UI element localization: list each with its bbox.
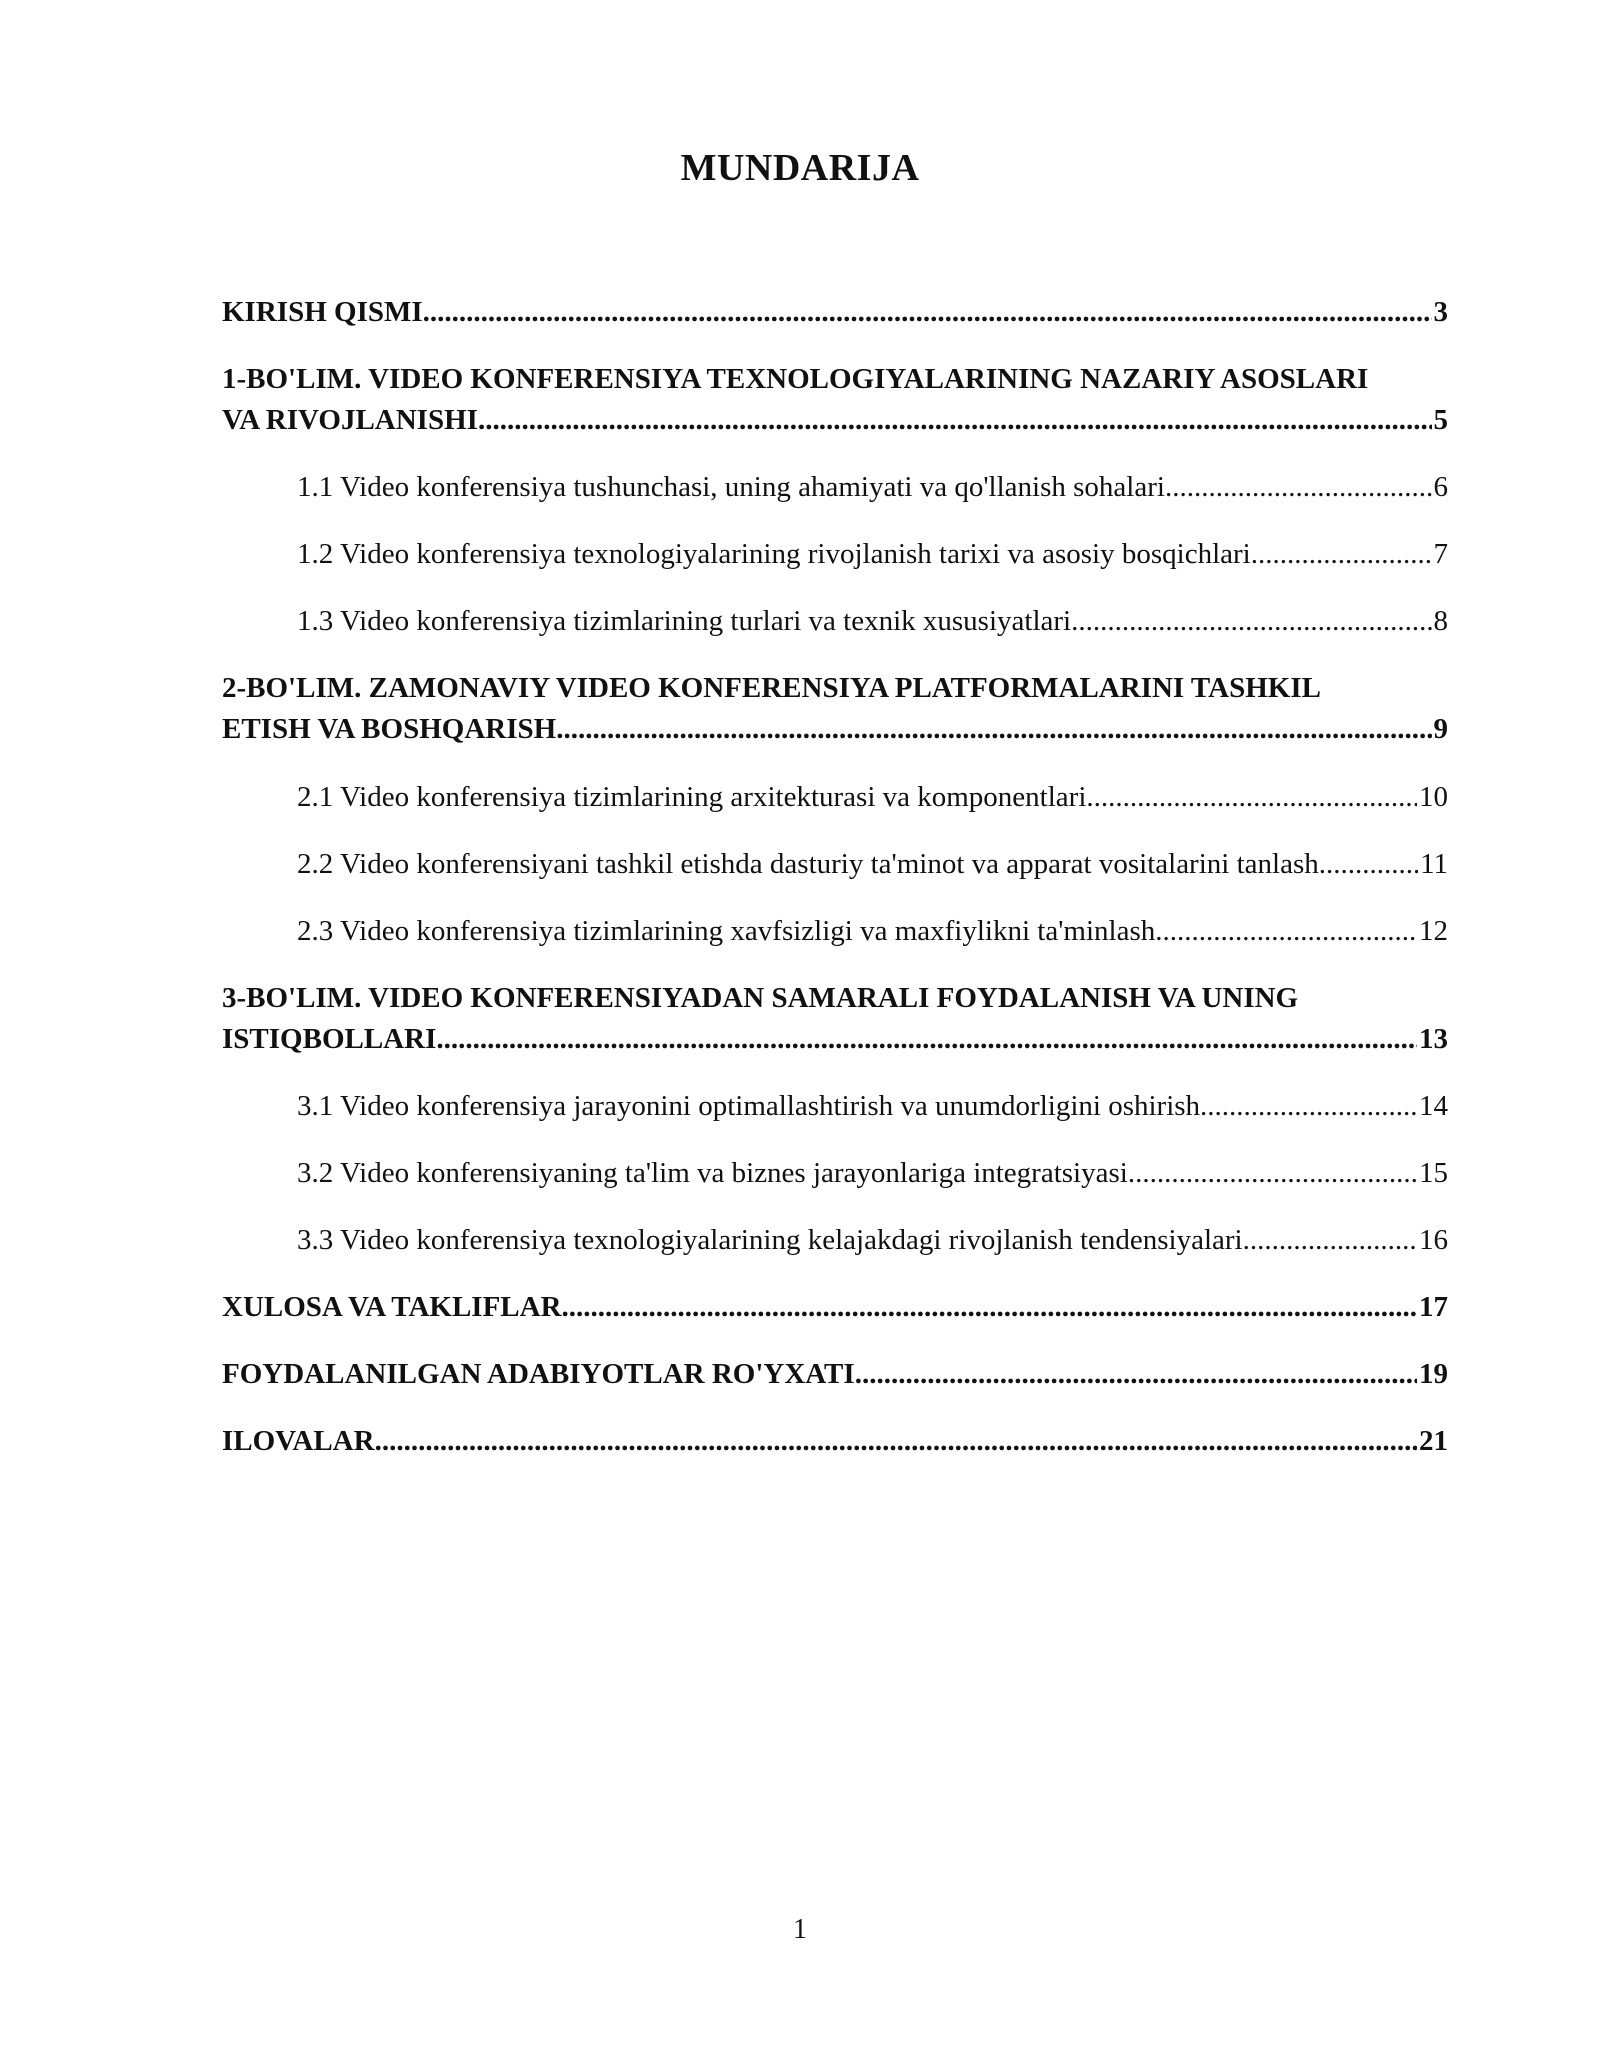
toc-entry-text: VA RIVOJLANISHI xyxy=(222,404,478,436)
toc-entry-text: ILOVALAR xyxy=(222,1425,375,1457)
toc-entry-xulosa[interactable] xyxy=(222,1287,1448,1328)
toc-leader-dots xyxy=(478,400,1432,441)
page-title: MUNDARIJA xyxy=(680,147,920,189)
toc-page-number: 13 xyxy=(1419,1023,1448,1055)
toc-entry-text: 1.3 Video konferensiya tizimlarining turlari va texnik xususiyatlari xyxy=(297,605,1072,637)
toc-entry-text-line1: 2-BO'LIM. ZAMONAVIY VIDEO KONFERENSIYA PLATFORMALARINI TASHKIL xyxy=(222,672,1321,704)
page-number: 1 xyxy=(793,1914,807,1945)
toc-leader-dots xyxy=(556,709,1431,750)
toc-entry-text: KIRISH QISMI xyxy=(222,296,423,328)
toc-entry-1-2[interactable] xyxy=(297,534,1448,575)
toc-entry-text: XULOSA VA TAKLIFLAR xyxy=(222,1291,562,1323)
toc-entry-3-2[interactable] xyxy=(297,1153,1448,1194)
toc-page-number: 9 xyxy=(1433,713,1448,745)
toc-entry-bolim-3[interactable] xyxy=(222,978,1448,1060)
toc-entry-3-1[interactable] xyxy=(297,1086,1448,1127)
toc-entry-text: 1.1 Video konferensiya tushunchasi, uning ahamiyati va qo'llanish sohalari xyxy=(297,471,1165,503)
toc-page-number: 6 xyxy=(1433,471,1448,503)
toc-leader-dots xyxy=(1200,1086,1417,1127)
toc-entry-2-2[interactable] xyxy=(297,844,1448,885)
toc-leader-dots xyxy=(423,292,1432,333)
toc-page-number: 3 xyxy=(1433,296,1448,328)
toc-entry-text: ISTIQBOLLARI xyxy=(222,1023,437,1055)
toc-leader-dots xyxy=(1155,911,1417,952)
toc-leader-dots xyxy=(375,1421,1417,1462)
toc-leader-dots xyxy=(1128,1153,1417,1194)
toc-page-number: 10 xyxy=(1419,781,1448,813)
toc-entry-text: 2.3 Video konferensiya tizimlarining xavfsizligi va maxfiylikni ta'minlash xyxy=(297,915,1156,947)
toc-page-number: 11 xyxy=(1420,848,1448,880)
toc-leader-dots xyxy=(1251,534,1432,575)
toc-entry-2-1[interactable] xyxy=(297,777,1448,818)
toc-page-number: 17 xyxy=(1419,1291,1448,1323)
toc-entry-text-line1: 3-BO'LIM. VIDEO KONFERENSIYADAN SAMARALI FOYDALANISH VA UNING xyxy=(222,982,1299,1014)
toc-entry-text: 3.3 Video konferensiya texnologiyalarining kelajakdagi rivojlanish tendensiyalari xyxy=(297,1224,1243,1256)
toc-entry-text: 2.2 Video konferensiyani tashkil etishda dasturiy ta'minot va apparat vositalarini tanlash xyxy=(297,848,1319,880)
toc-leader-dots xyxy=(1086,777,1417,818)
toc-entry-bolim-1[interactable] xyxy=(222,359,1448,441)
toc-leader-dots xyxy=(436,1019,1417,1060)
toc-entry-text: ETISH VA BOSHQARISH xyxy=(222,713,557,745)
toc-entry-ilovalar[interactable] xyxy=(222,1421,1448,1462)
toc-entry-adabiyotlar[interactable] xyxy=(222,1354,1448,1395)
toc-entry-3-3[interactable] xyxy=(297,1220,1448,1261)
toc-entry-1-1[interactable] xyxy=(297,467,1448,508)
toc-entry-text: 3.2 Video konferensiyaning ta'lim va biznes jarayonlariga integratsiyasi xyxy=(297,1157,1128,1189)
toc-leader-dots xyxy=(562,1287,1417,1328)
toc-leader-dots xyxy=(1071,601,1431,642)
toc-leader-dots xyxy=(855,1354,1417,1395)
toc-page-number: 19 xyxy=(1419,1358,1448,1390)
toc-entry-text: FOYDALANILGAN ADABIYOTLAR RO'YXATI xyxy=(222,1358,855,1390)
toc-page-number: 16 xyxy=(1419,1224,1448,1256)
toc-leader-dots xyxy=(1319,844,1418,885)
toc-page-number: 8 xyxy=(1433,605,1448,637)
toc-leader-dots xyxy=(1243,1220,1417,1261)
toc-entry-2-3[interactable] xyxy=(297,911,1448,952)
toc-page-number: 5 xyxy=(1433,404,1448,436)
toc-entry-1-3[interactable] xyxy=(297,601,1448,642)
toc-entry-text-line1: 1-BO'LIM. VIDEO KONFERENSIYA TEXNOLOGIYALARINING NAZARIY ASOSLARI xyxy=(222,363,1369,395)
toc-entry-kirish[interactable] xyxy=(222,292,1448,333)
toc-page-number: 7 xyxy=(1433,538,1448,570)
toc-page-number: 14 xyxy=(1419,1090,1448,1122)
toc-entry-bolim-2[interactable] xyxy=(222,668,1448,750)
toc-page-number: 15 xyxy=(1419,1157,1448,1189)
toc-entry-text: 3.1 Video konferensiya jarayonini optimallashtirish va unumdorligini oshirish xyxy=(297,1090,1201,1122)
toc-entry-text: 2.1 Video konferensiya tizimlarining arxitekturasi va komponentlari xyxy=(297,781,1087,813)
toc-page-number: 12 xyxy=(1419,915,1448,947)
toc-leader-dots xyxy=(1165,467,1432,508)
toc-entry-text: 1.2 Video konferensiya texnologiyalarining rivojlanish tarixi va asosiy bosqichlari xyxy=(297,538,1251,570)
toc-page-number: 21 xyxy=(1419,1425,1448,1457)
